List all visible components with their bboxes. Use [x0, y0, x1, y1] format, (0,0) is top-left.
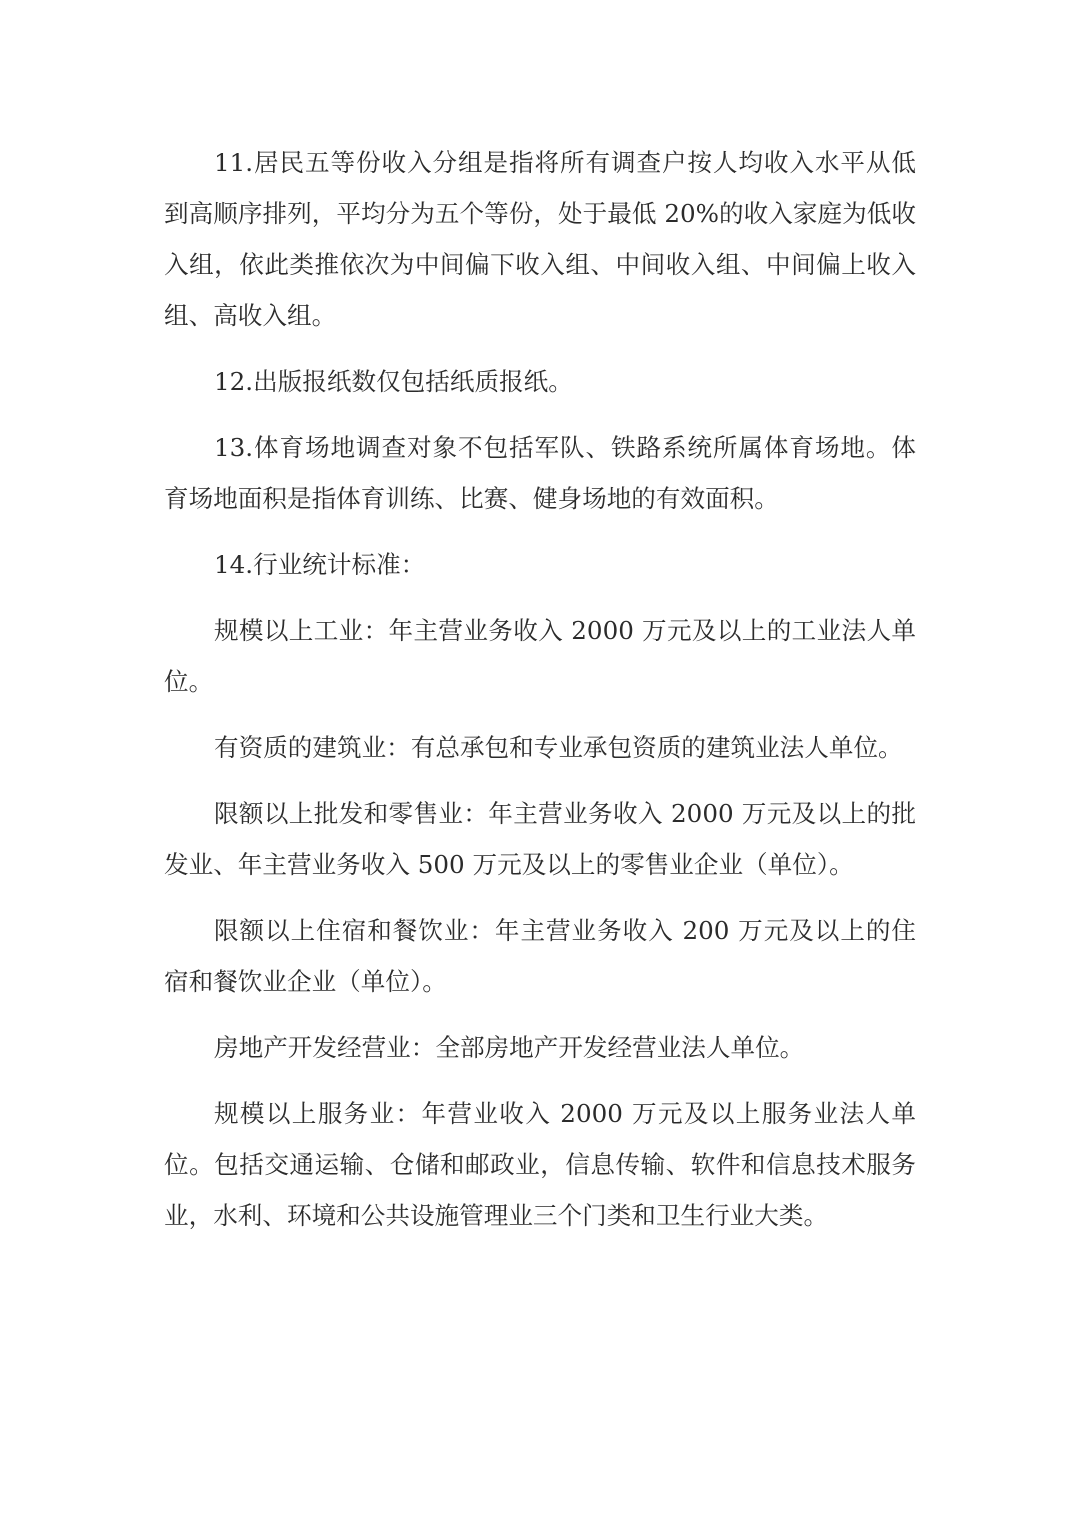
paragraph-services-above-scale: 规模以上服务业：年营业收入 2000 万元及以上服务业法人单位。包括交通运输、仓储和邮政业，信息传输、软件和信息技术服务业，水利、环境和公共设施管理业三个门类和卫生行业大类。 — [164, 1099, 916, 1230]
paragraph-note-14-heading: 14.行业统计标准： — [214, 550, 426, 579]
paragraph-note-13: 13.体育场地调查对象不包括军队、铁路系统所属体育场地。体育场地面积是指体育训练、比赛、健身场地的有效面积。 — [164, 433, 916, 513]
paragraph-note-11: 11.居民五等份收入分组是指将所有调查户按人均收入水平从低到高顺序排列，平均分为五个等份，处于最低 20%的收入家庭为低收入组，依此类推依次为中间偏下收入组、中间收入组、中间偏上收入组、高收入组。 — [164, 148, 916, 330]
paragraph-industry-above-scale: 规模以上工业：年主营业务收入 2000 万元及以上的工业法人单位。 — [164, 616, 916, 696]
paragraph-real-estate: 房地产开发经营业：全部房地产开发经营业法人单位。 — [214, 1033, 805, 1062]
document-body — [164, 137, 916, 1256]
paragraph-note-12: 12.出版报纸数仅包括纸质报纸。 — [214, 367, 573, 396]
paragraph-accommodation-catering: 限额以上住宿和餐饮业：年主营业务收入 200 万元及以上的住宿和餐饮业企业（单位）。 — [164, 916, 916, 996]
paragraph-construction-qualified: 有资质的建筑业：有总承包和专业承包资质的建筑业法人单位。 — [214, 733, 903, 762]
paragraph-wholesale-retail: 限额以上批发和零售业：年主营业务收入 2000 万元及以上的批发业、年主营业务收入 500 万元及以上的零售业企业（单位）。 — [164, 799, 916, 879]
